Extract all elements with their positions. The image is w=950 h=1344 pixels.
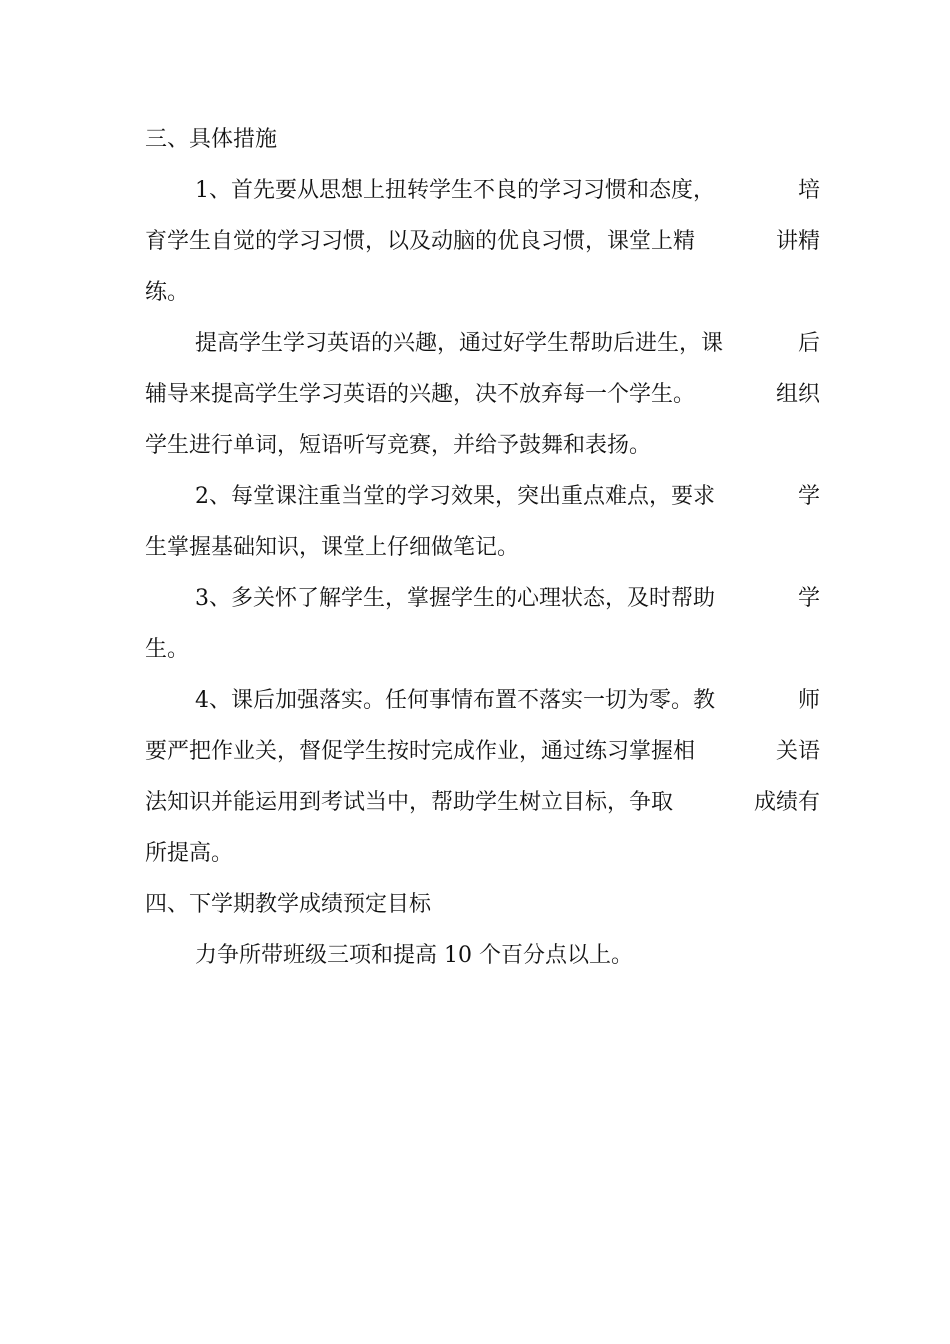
paragraph-2-line-2	[145, 369, 820, 420]
text-segment: 练。	[145, 280, 190, 305]
paragraph-5-line-2	[145, 726, 820, 777]
heading-text: 四、下学期教学成绩预定目标	[145, 892, 432, 917]
paragraph-5-line-4	[145, 828, 820, 879]
text-segment: 生掌握基础知识，课堂上仔细做笔记。	[145, 535, 520, 560]
paragraph-2-line-1	[145, 318, 820, 369]
text-segment: 师	[797, 688, 820, 713]
paragraph-3-line-1	[145, 471, 820, 522]
section-heading-measures	[145, 114, 820, 165]
paragraph-5-line-3	[145, 777, 820, 828]
text-segment: 育学生自觉的学习习惯，以及动脑的优良习惯，课堂上精	[145, 229, 696, 254]
text-segment: 关语	[775, 739, 820, 764]
text-segment: 力争所带班级三项和提高 10 个百分点以上。	[195, 943, 633, 968]
text-segment: 辅导来提高学生学习英语的兴趣，决不放弃每一个学生。	[145, 382, 696, 407]
text-segment: 讲精	[775, 229, 820, 254]
text-segment: 1、首先要从思想上扭转学生不良的学习习惯和态度，	[195, 178, 715, 203]
paragraph-1-line-3	[145, 267, 820, 318]
text-segment: 学生进行单词，短语听写竞赛，并给予鼓舞和表扬。	[145, 433, 652, 458]
section-heading-goals	[145, 879, 820, 930]
paragraph-4-line-2	[145, 624, 820, 675]
text-segment: 要严把作业关，督促学生按时完成作业，通过练习掌握相	[145, 739, 696, 764]
text-segment: 3、多关怀了解学生，掌握学生的心理状态，及时帮助	[195, 586, 715, 611]
paragraph-2-line-3	[145, 420, 820, 471]
paragraph-1-line-1	[145, 165, 820, 216]
document-body	[145, 114, 820, 981]
text-segment: 学	[797, 586, 820, 611]
text-segment: 培	[797, 178, 820, 203]
text-segment: 学	[797, 484, 820, 509]
text-segment: 提高学生学习英语的兴趣，通过好学生帮助后进生，课	[195, 331, 724, 356]
text-segment: 后	[797, 331, 820, 356]
paragraph-6-line-1	[145, 930, 820, 981]
text-segment: 生。	[145, 637, 190, 662]
text-segment: 4、课后加强落实。任何事情布置不落实一切为零。教	[195, 688, 715, 713]
paragraph-5-line-1	[145, 675, 820, 726]
text-segment: 成绩有	[753, 790, 820, 815]
paragraph-3-line-2	[145, 522, 820, 573]
heading-text: 三、具体措施	[145, 127, 278, 152]
text-segment: 2、每堂课注重当堂的学习效果，突出重点难点，要求	[195, 484, 715, 509]
text-segment: 组织	[775, 382, 820, 407]
paragraph-4-line-1	[145, 573, 820, 624]
text-segment: 所提高。	[145, 841, 234, 866]
text-segment: 法知识并能运用到考试当中，帮助学生树立目标，争取	[145, 790, 674, 815]
paragraph-1-line-2	[145, 216, 820, 267]
